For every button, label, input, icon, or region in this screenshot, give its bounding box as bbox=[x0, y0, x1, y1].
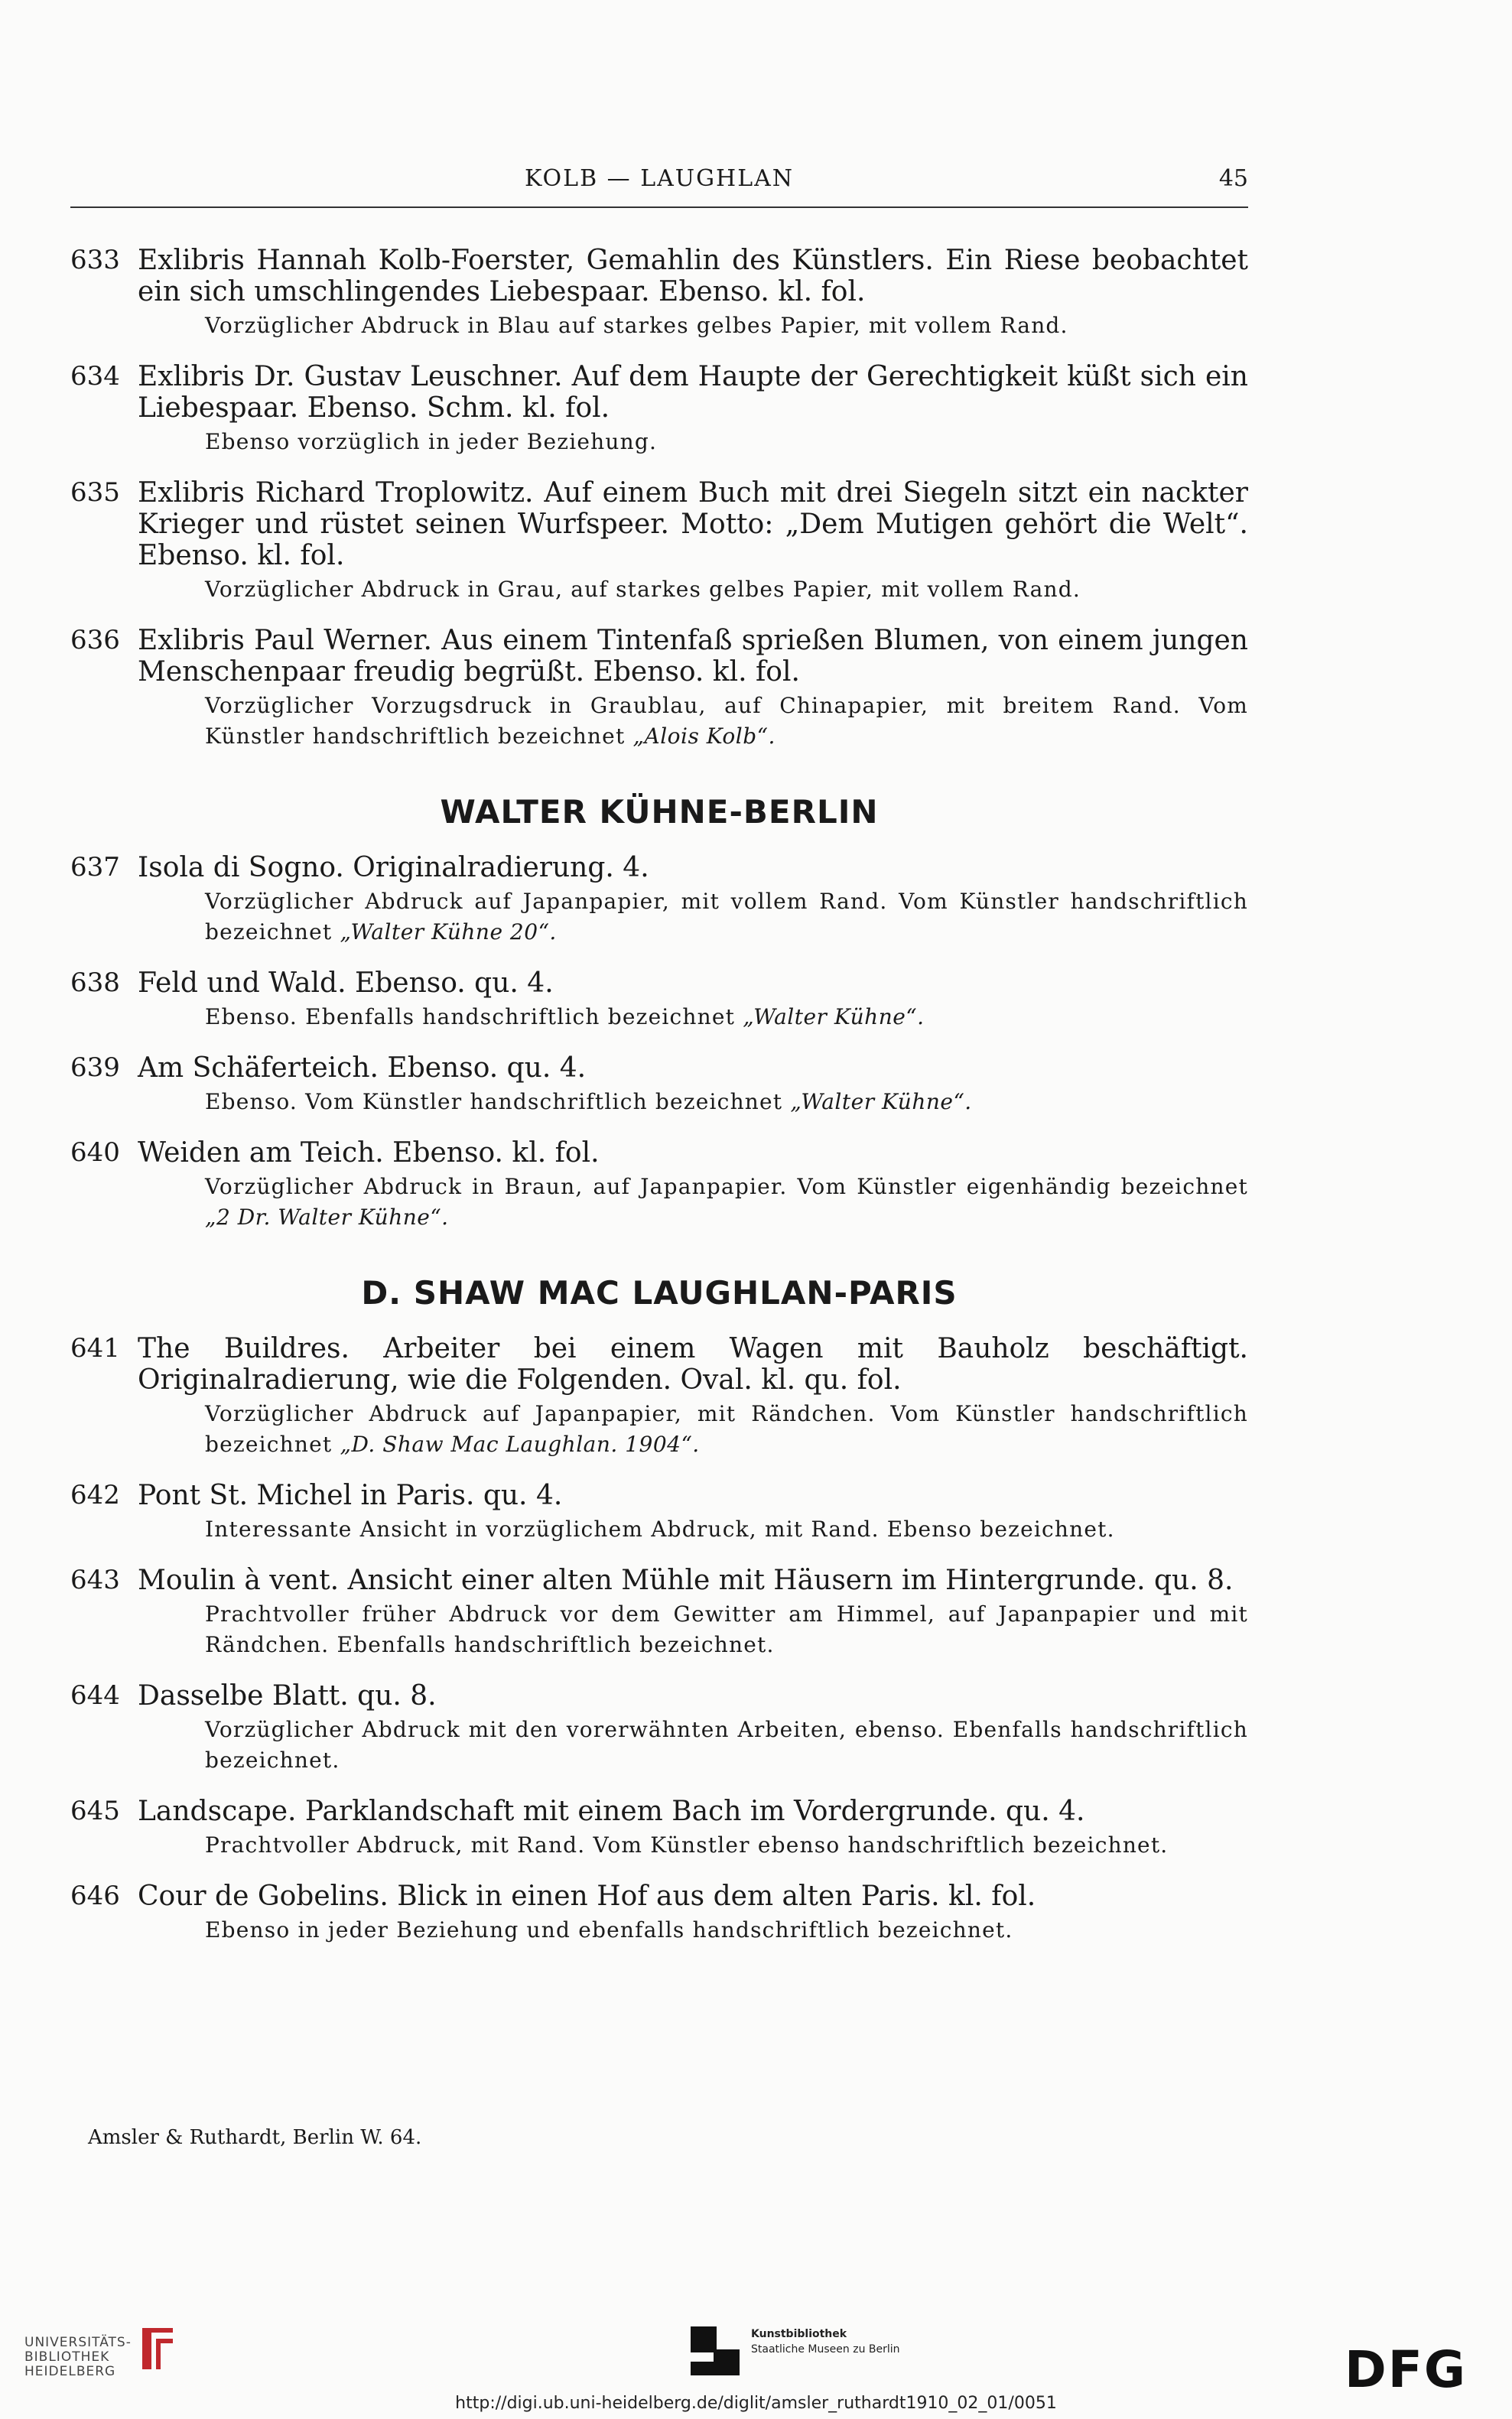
catalog-entry bbox=[70, 1881, 1248, 1946]
note-text: Vorzüglicher Abdruck mit den vorerwähnten Arbeiten, ebenso. Ebenfalls handschriftlich bezeichnet. bbox=[205, 1717, 1248, 1773]
entry-number: 638 bbox=[70, 967, 120, 998]
entry-description: Dasselbe Blatt. qu. 8. bbox=[138, 1680, 437, 1712]
entry-condition-note bbox=[205, 1830, 1248, 1861]
entry-condition-note bbox=[205, 1002, 1248, 1032]
entry-condition-note bbox=[205, 1172, 1248, 1233]
entry-number: 637 bbox=[70, 852, 120, 883]
entry-condition-note bbox=[205, 574, 1248, 605]
entry-description: Isola di Sogno. Originalradierung. 4. bbox=[138, 852, 649, 883]
page-number: 45 bbox=[1218, 165, 1248, 192]
entry-condition-note bbox=[205, 1915, 1248, 1946]
artist-signature: „2 Dr. Walter Kühne“. bbox=[205, 1205, 449, 1230]
entries-laughlan bbox=[70, 1333, 1248, 1946]
digitization-footer bbox=[0, 2310, 1512, 2419]
entry-number: 633 bbox=[70, 245, 120, 275]
page-header bbox=[70, 161, 1248, 208]
catalog-entry bbox=[70, 1333, 1248, 1460]
university-logo-icon bbox=[135, 2322, 180, 2375]
entry-condition-note bbox=[205, 691, 1248, 752]
artist-signature: „D. Shaw Mac Laughlan. 1904“. bbox=[340, 1432, 700, 1457]
entry-condition-note bbox=[205, 427, 1248, 457]
artist-signature: „Alois Kolb“. bbox=[632, 723, 776, 749]
entry-description: Exlibris Dr. Gustav Leuschner. Auf dem Haupte der Gerechtigkeit küßt sich ein Liebespaar. Ebenso. Schm. kl. fol. bbox=[138, 361, 1248, 424]
section-heading-kuehne: WALTER KÜHNE-BERLIN bbox=[440, 793, 879, 831]
entries-kuehne bbox=[70, 852, 1248, 1233]
entry-description: Feld und Wald. Ebenso. qu. 4. bbox=[138, 967, 554, 999]
entry-number: 644 bbox=[70, 1680, 120, 1711]
running-title: KOLB — LAUGHLAN bbox=[524, 165, 795, 192]
entry-description: Exlibris Richard Troplowitz. Auf einem Buch mit drei Siegeln sitzt ein nackter Krieger und rüstet seinen Wurfspeer. Motto: „Dem Mutigen gehört die Welt“. Ebenso. kl. fol. bbox=[138, 477, 1248, 571]
entry-number: 639 bbox=[70, 1052, 120, 1083]
note-text: Prachtvoller Abdruck, mit Rand. Vom Künstler ebenso handschriftlich bezeichnet. bbox=[205, 1832, 1169, 1858]
catalog-entry bbox=[70, 1796, 1248, 1861]
note-text: Ebenso vorzüglich in jeder Beziehung. bbox=[205, 429, 658, 454]
entry-condition-note bbox=[205, 311, 1248, 341]
university-library-label: UNIVERSITÄTS- BIBLIOTHEK HEIDELBERG bbox=[24, 2335, 132, 2379]
dfg-logo: DFG bbox=[1345, 2340, 1468, 2399]
entry-description: Weiden am Teich. Ebenso. kl. fol. bbox=[138, 1137, 600, 1169]
entry-description: Exlibris Paul Werner. Aus einem Tintenfaß sprießen Blumen, von einem jungen Menschenpaar freudig begrüßt. Ebenso. kl. fol. bbox=[138, 625, 1248, 688]
artist-signature: „Walter Kühne 20“. bbox=[340, 919, 557, 945]
catalog-entry bbox=[70, 361, 1248, 457]
entry-description: Landscape. Parklandschaft mit einem Bach im Vordergrunde. qu. 4. bbox=[138, 1796, 1085, 1827]
entry-number: 646 bbox=[70, 1881, 120, 1911]
note-text: Vorzüglicher Abdruck auf Japanpapier, mit vollem Rand. Vom Künstler handschriftlich bezeichnet bbox=[205, 889, 1248, 945]
catalog-entry bbox=[70, 477, 1248, 605]
note-text: Vorzüglicher Abdruck in Braun, auf Japanpapier. Vom Künstler eigenhändig bezeichnet bbox=[205, 1174, 1248, 1199]
catalog-entry bbox=[70, 1565, 1248, 1660]
entry-number: 645 bbox=[70, 1796, 120, 1826]
entry-condition-note bbox=[205, 1514, 1248, 1545]
catalog-content bbox=[70, 245, 1248, 1965]
entry-number: 640 bbox=[70, 1137, 120, 1168]
publisher-imprint: Amsler & Ruthardt, Berlin W. 64. bbox=[88, 2126, 422, 2149]
note-text: Vorzüglicher Vorzugsdruck in Graublau, auf Chinapapier, mit breitem Rand. Vom Künstler handschriftlich bezeichnet bbox=[205, 693, 1248, 749]
entry-description: The Buildres. Arbeiter bei einem Wagen mit Bauholz beschäftigt. Originalradierung, wie die Folgenden. Oval. kl. qu. fol. bbox=[138, 1333, 1248, 1396]
entry-condition-note bbox=[205, 1399, 1248, 1460]
entry-condition-note bbox=[205, 886, 1248, 948]
entry-condition-note bbox=[205, 1599, 1248, 1660]
entry-description: Exlibris Hannah Kolb-Foerster, Gemahlin des Künstlers. Ein Riese beobachtet ein sich umschlingendes Liebespaar. Ebenso. kl. fol. bbox=[138, 245, 1248, 307]
kunstbibliothek-label: Kunstbibliothek Staatliche Museen zu Berlin bbox=[751, 2328, 900, 2356]
kunstbibliothek-logo-icon bbox=[691, 2326, 740, 2375]
entry-condition-note bbox=[205, 1715, 1248, 1776]
entry-number: 634 bbox=[70, 361, 120, 392]
catalog-entry bbox=[70, 967, 1248, 1032]
catalog-entry bbox=[70, 245, 1248, 341]
catalog-entry bbox=[70, 852, 1248, 948]
catalog-entry bbox=[70, 1480, 1248, 1545]
entries-kolb bbox=[70, 245, 1248, 752]
catalog-entry bbox=[70, 625, 1248, 752]
note-text: Vorzüglicher Abdruck auf Japanpapier, mit Rändchen. Vom Künstler handschriftlich bezeichnet bbox=[205, 1401, 1248, 1457]
section-heading-laughlan: D. SHAW MAC LAUGHLAN-PARIS bbox=[361, 1274, 958, 1312]
entry-number: 636 bbox=[70, 625, 120, 655]
entry-number: 643 bbox=[70, 1565, 120, 1595]
note-text: Ebenso. Ebenfalls handschriftlich bezeichnet bbox=[205, 1004, 736, 1029]
catalog-entry bbox=[70, 1137, 1248, 1233]
entry-number: 642 bbox=[70, 1480, 120, 1510]
artist-signature: „Walter Kühne“. bbox=[743, 1004, 925, 1029]
note-text: Vorzüglicher Abdruck in Grau, auf starkes gelbes Papier, mit vollem Rand. bbox=[205, 577, 1081, 602]
note-text: Ebenso in jeder Beziehung und ebenfalls handschriftlich bezeichnet. bbox=[205, 1917, 1013, 1943]
note-text: Interessante Ansicht in vorzüglichem Abdruck, mit Rand. Ebenso bezeichnet. bbox=[205, 1517, 1115, 1542]
entry-number: 641 bbox=[70, 1333, 120, 1364]
entry-description: Pont St. Michel in Paris. qu. 4. bbox=[138, 1480, 563, 1511]
artist-signature: „Walter Kühne“. bbox=[790, 1089, 972, 1114]
catalog-entry bbox=[70, 1052, 1248, 1117]
entry-description: Cour de Gobelins. Blick in einen Hof aus dem alten Paris. kl. fol. bbox=[138, 1881, 1036, 1912]
note-text: Prachtvoller früher Abdruck vor dem Gewitter am Himmel, auf Japanpapier und mit Rändchen. Ebenfalls handschriftlich bezeichnet. bbox=[205, 1601, 1248, 1657]
permalink-url[interactable]: http://digi.ub.uni-heidelberg.de/diglit/amsler_ruthardt1910_02_01/0051 bbox=[455, 2394, 1057, 2413]
catalog-entry bbox=[70, 1680, 1248, 1776]
note-text: Ebenso. Vom Künstler handschriftlich bezeichnet bbox=[205, 1089, 783, 1114]
entry-description: Am Schäferteich. Ebenso. qu. 4. bbox=[138, 1052, 587, 1084]
entry-condition-note bbox=[205, 1087, 1248, 1117]
entry-description: Moulin à vent. Ansicht einer alten Mühle mit Häusern im Hintergrunde. qu. 8. bbox=[138, 1565, 1234, 1596]
note-text: Vorzüglicher Abdruck in Blau auf starkes gelbes Papier, mit vollem Rand. bbox=[205, 313, 1068, 338]
entry-number: 635 bbox=[70, 477, 120, 508]
